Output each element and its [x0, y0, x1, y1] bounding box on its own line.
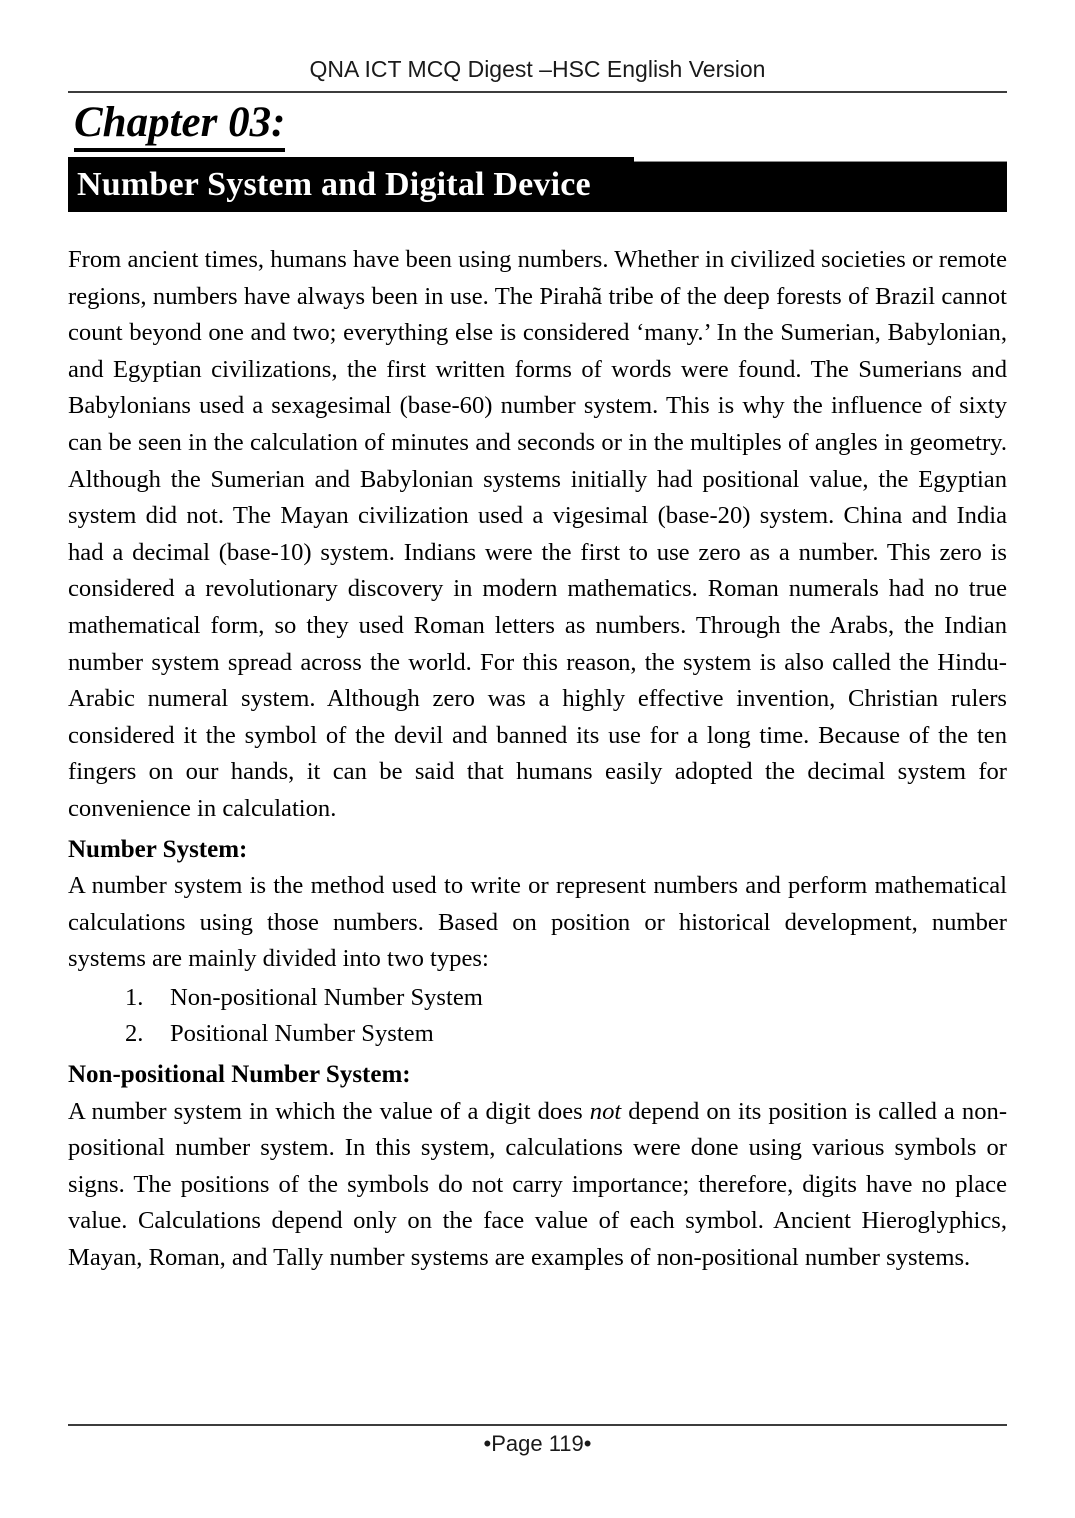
running-header-title: QNA ICT MCQ Digest –HSC English Version: [309, 56, 766, 82]
banner-title: Number System and Digital Device: [77, 165, 591, 203]
non-positional-paragraph: [68, 1094, 1007, 1277]
list-item-number: 1.: [125, 983, 144, 1011]
list-item: [68, 1016, 1007, 1053]
page-footer: [68, 1424, 1007, 1457]
footer-rule: [68, 1424, 1007, 1426]
paragraph-text-before-italic: A number system in which the value of a digit does: [68, 1097, 590, 1125]
paragraph-italic-word: not: [589, 1097, 622, 1125]
section-banner: [68, 157, 1007, 212]
page-body: [68, 242, 1007, 1277]
list-item-label: Positional Number System: [170, 1020, 434, 1048]
number-system-types-list: [68, 980, 1007, 1053]
section-heading-number-system: Number System:: [68, 835, 248, 863]
banner-top-notch: [634, 157, 1007, 162]
list-item-label: Non-positional Number System: [170, 983, 483, 1011]
paragraph-text-after-italic: depend on its position is called a non-positional number system. In this system, calculations were done using various symbols or signs. The positions of the symbols do not carry importance; therefore, digits have no place value. Calculations depend only on the face value of each symbol. Ancient Hieroglyphics, Mayan, Roman, and Tally number systems are examples of non-positional number systems.: [68, 1097, 1008, 1272]
list-item-number: 2.: [125, 1020, 144, 1048]
chapter-title: Chapter 03:: [74, 101, 285, 152]
list-item: [68, 980, 1007, 1017]
section-heading-non-positional: Non-positional Number System:: [68, 1061, 411, 1089]
page-number-label: •Page 119•: [483, 1431, 592, 1456]
number-system-paragraph: A number system is the method used to write or represent numbers and perform mathematical calculations using those numbers. Based on position or historical development, number systems are mainly divided into two types:: [68, 872, 1007, 973]
intro-paragraph: From ancient times, humans have been using numbers. Whether in civilized societies or remote regions, numbers have always been in use. The Pirahã tribe of the deep forests of Brazil cannot count beyond one and two; everything else is considered ‘many.’ In the Sumerian, Babylonian, and Egyptian civilizations, the first written forms of words were found. The Sumerians and Babylonians used a sexagesimal (base-60) number system. This is why the influence of sixty can be seen in the calculation of minutes and seconds or in the multiples of angles in geometry. Although the Sumerian and Babylonian systems initially had positional value, the Egyptian system did not. The Mayan civilization used a vigesimal (base-20) system. China and India had a decimal (base-10) system. Indians were the first to use zero as a number. This zero is considered a revolutionary discovery in modern mathematics. Roman numerals had no true mathematical form, so they used Roman letters as numbers. Through the Arabs, the Indian number system spread across the world. For this reason, the system is also called the Hindu-Arabic numeral system. Although zero was a highly effective invention, Christian rulers considered it the symbol of the devil and banned its use for a long time. Because of the ten fingers on our hands, it can be said that humans easily adopted the decimal system for convenience in calculation.: [68, 246, 1007, 822]
